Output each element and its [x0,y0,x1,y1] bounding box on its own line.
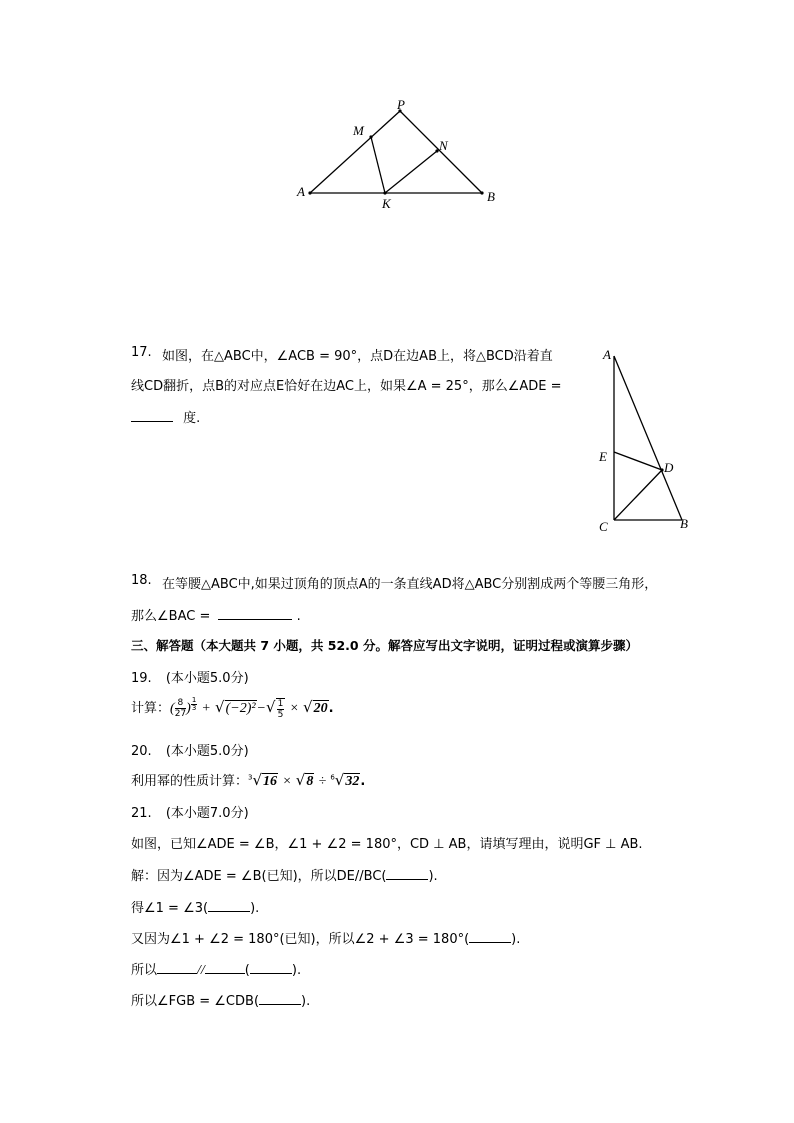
q20-end: . [360,774,366,789]
q21-score: (本小题7.0分) [165,806,249,821]
q17-answer-line [131,407,200,426]
q21-sol-line4 [131,959,301,979]
q21-sol-line5 [131,990,310,1009]
q19-end: . [328,701,334,716]
sqrt-icon: √ [215,698,225,716]
q19-prefix: 计算： [131,701,171,716]
sqrt-icon: √ [303,698,313,716]
q21-blank-6[interactable] [250,961,292,974]
sqrt-icon: √ [295,771,306,789]
q18-number: 18. [131,573,152,588]
figure-right-triangle-abc [592,342,702,538]
q21-sol3-text: 又因为∠1 + ∠2 = 180°(已知)，所以∠2 + ∠3 = 180°( [131,932,470,947]
q20-radicand-1: 16 [263,774,278,789]
sqrt-icon: √ [252,771,263,789]
label-a: A [297,184,305,199]
q19-expression: 计算：( $\frac{8}{27}$ ) $^{\frac{1}{3}}$ + √(−2)²−√ $\frac{1}{5}$ × √20. [131,696,334,720]
q20-expression [131,770,365,790]
q19-exponent: 1 3 [191,696,197,712]
q19-plus: + [201,701,211,716]
label-e: E [599,449,607,464]
q18-line2 [131,605,301,624]
q21-blank-1[interactable] [386,867,428,880]
label-d: D [664,460,674,475]
q19-header [131,667,249,686]
q17-line1: 如图，在△ABC中，∠ACB = 90°，点D在边AB上，将△BCD沿着直 [162,349,553,364]
q19-sqrt-fraction: $\frac{1}{5}$ [277,698,284,720]
q21-sol4-end: ). [291,963,302,978]
q20-prefix: 利用幂的性质计算： [131,774,249,789]
q17-blank[interactable] [131,409,173,422]
label-c: C [599,519,608,534]
q18-end: . [296,609,301,624]
q17-line2: 线CD翻折，点B的对应点E恰好在边AC上，如果∠A = 25°，那么∠ADE = [131,379,562,394]
label-a: A [603,347,611,362]
q19-fraction-1: $\frac{8}{27}$ [174,698,187,719]
q21-header [131,802,249,821]
q21-sol2-end: ). [250,901,260,916]
q21-blank-4[interactable] [157,961,197,974]
q20-radicand-3: 32 [345,774,360,789]
q21-sol2-text: 得∠1 = ∠3( [131,901,209,916]
q21-sol-line1 [131,865,438,884]
q21-blank-5[interactable] [205,961,245,974]
sqrt-icon: √ [266,698,276,716]
q18-line1: 在等腰△ABC中,如果过顶角的顶点A的一条直线AD将△ABC分别割成两个等腰三角形， [162,577,658,592]
q21-parallel: // [197,963,205,978]
q21-number: 21. [131,806,152,821]
q20-index-3: 6 [330,773,335,782]
q17-number: 17. [131,345,152,360]
figure-triangle-pab [290,95,510,215]
label-n: N [439,138,448,153]
q21-blank-3[interactable] [469,930,511,943]
label-p: P [397,97,405,112]
q20-divide: ÷ [318,774,327,789]
q21-sol1-end: ). [428,869,438,884]
q20-score: (本小题5.0分) [165,744,249,759]
q19-sqrt-3: 20 [313,701,328,716]
q21-sol4-prefix: 所以 [131,963,158,978]
label-k: K [382,196,391,211]
q18-prefix: 那么∠BAC = [131,609,211,624]
q21-blank-7[interactable] [259,992,301,1005]
label-b: B [680,516,688,531]
q20-times: × [282,774,292,789]
q21-sol-line3 [131,928,520,947]
q18-blank[interactable] [218,607,292,620]
label-m: M [353,123,364,138]
q21-sol5-end: ). [301,994,311,1009]
q21-blank-2[interactable] [208,899,250,912]
q21-sol5-text: 所以∠FGB = ∠CDB( [131,994,260,1009]
q21-intro: 如图，已知∠ADE = ∠B，∠1 + ∠2 = 180°，CD ⊥ AB，请填写理由，说明GF ⊥ AB. [131,837,643,852]
q17-unit: 度. [183,411,201,426]
q21-sol4-open: ( [244,963,250,978]
q21-sol1-text: 解：因为∠ADE = ∠B(已知)，所以DE//BC( [131,869,387,884]
q21-sol-line2 [131,897,259,916]
q19-sqrt-1: (−2)² [225,701,256,716]
q19-minus: − [256,701,266,716]
q19-times: × [289,701,299,716]
q20-number: 20. [131,744,152,759]
q20-index-1: 3 [248,773,253,782]
q19-score: (本小题5.0分) [165,671,249,686]
sqrt-icon: √ [334,771,345,789]
q21-sol3-end: ). [511,932,521,947]
q20-radicand-2: 8 [306,774,314,789]
label-b: B [487,189,495,204]
q19-number: 19. [131,671,152,686]
section3-heading: 三、解答题（本大题共 7 小题，共 52.0 分。解答应写出文字说明，证明过程或演算步骤） [131,638,638,653]
q20-header [131,740,249,759]
